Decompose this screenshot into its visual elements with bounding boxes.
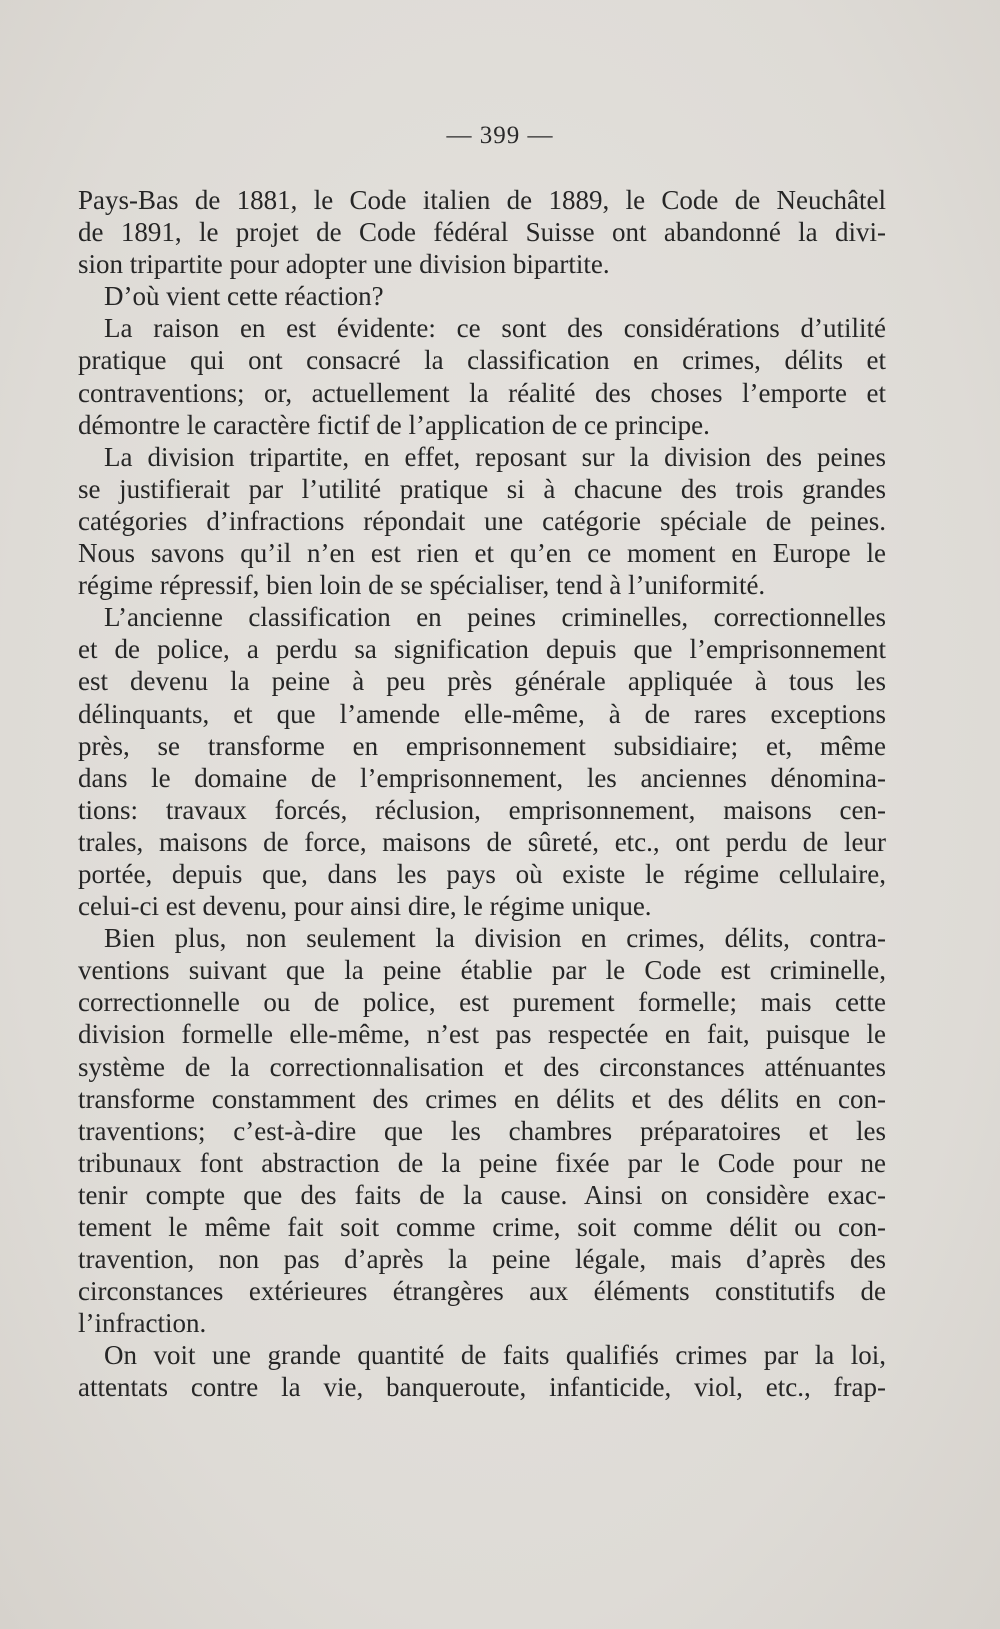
text-line: dans le domaine de l’emprisonnement, les anciennes dénomina- [78,762,886,793]
text-line: près, se transforme en emprisonnement subsidiaire; et, même [78,730,886,761]
text-line: L’ancienne classification en peines criminelles, correctionnelles [104,602,886,633]
text-line: On voit une grande quantité de faits qualifiés crimes par la loi, [104,1340,886,1371]
text-line: transforme constamment des crimes en délits et des délits en con- [78,1083,886,1114]
text-line: sion tripartite pour adopter une division bipartite. [78,249,610,280]
text-line: Pays-Bas de 1881, le Code italien de 1889, le Code de Neuchâtel [78,185,886,215]
text-line: Nous savons qu’il n’en est rien et qu’en ce moment en Europe le [78,538,886,569]
text-line: La raison en est évidente: ce sont des considérations d’utilité [104,313,886,344]
text-line: travention, non pas d’après la peine légale, mais d’après des [78,1244,886,1275]
text-line: celui-ci est devenu, pour ainsi dire, le régime unique. [78,891,652,922]
text-line: catégories d’infractions répondait une catégorie spéciale de peines. [78,505,886,536]
text-line: portée, depuis que, dans les pays où existe le régime cellulaire, [78,858,886,889]
text-line: l’infraction. [78,1308,207,1339]
body-text [78,184,886,1404]
text-line: démontre le caractère fictif de l’application de ce principe. [78,409,710,440]
text-line: division formelle elle-même, n’est pas respectée en fait, puisque le [78,1019,886,1050]
text-line: et de police, a perdu sa signification depuis que l’emprisonnement [78,634,886,665]
text-line: tement le même fait soit comme crime, soit comme délit ou con- [78,1212,886,1242]
text-line: La division tripartite, en effet, reposant sur la division des peines [104,441,886,472]
text-line: contraventions; or, actuellement la réalité des choses l’emporte et [78,377,886,408]
text-line: trales, maisons de force, maisons de sûreté, etc., ont perdu de leur [78,826,886,857]
text-line: Bien plus, non seulement la division en crimes, délits, contra- [104,923,886,954]
text-line: délinquants, et que l’amende elle-même, à de rares exceptions [78,698,886,729]
text-line: tenir compte que des faits de la cause. Ainsi on considère exac- [78,1179,886,1210]
text-line: attentats contre la vie, banqueroute, infanticide, viol, etc., frap- [78,1372,886,1403]
text-line: est devenu la peine à peu près générale appliquée à tous les [78,666,886,697]
text-line: correctionnelle ou de police, est purement formelle; mais cette [78,987,886,1018]
text-line: régime répressif, bien loin de se spécialiser, tend à l’uniformité. [78,570,766,601]
text-line: D’où vient cette réaction? [104,281,384,312]
text-line: tions: travaux forcés, réclusion, emprisonnement, maisons cen- [78,794,886,825]
text-line: ventions suivant que la peine établie par le Code est criminelle, [78,955,886,986]
text-line: système de la correctionnalisation et des circonstances atténuantes [78,1051,886,1082]
text-line: pratique qui ont consacré la classification en crimes, délits et [78,345,886,376]
page-number: — 399 — [446,122,554,149]
text-line: de 1891, le projet de Code fédéral Suisse ont abandonné la divi- [78,217,886,248]
text-line: se justifierait par l’utilité pratique si à chacune des trois grandes [78,473,886,504]
text-line: tribunaux font abstraction de la peine fixée par le Code pour ne [78,1147,886,1178]
text-line: circonstances extérieures étrangères aux éléments constitutifs de [78,1276,886,1307]
text-line: traventions; c’est-à-dire que les chambres préparatoires et les [78,1115,886,1146]
